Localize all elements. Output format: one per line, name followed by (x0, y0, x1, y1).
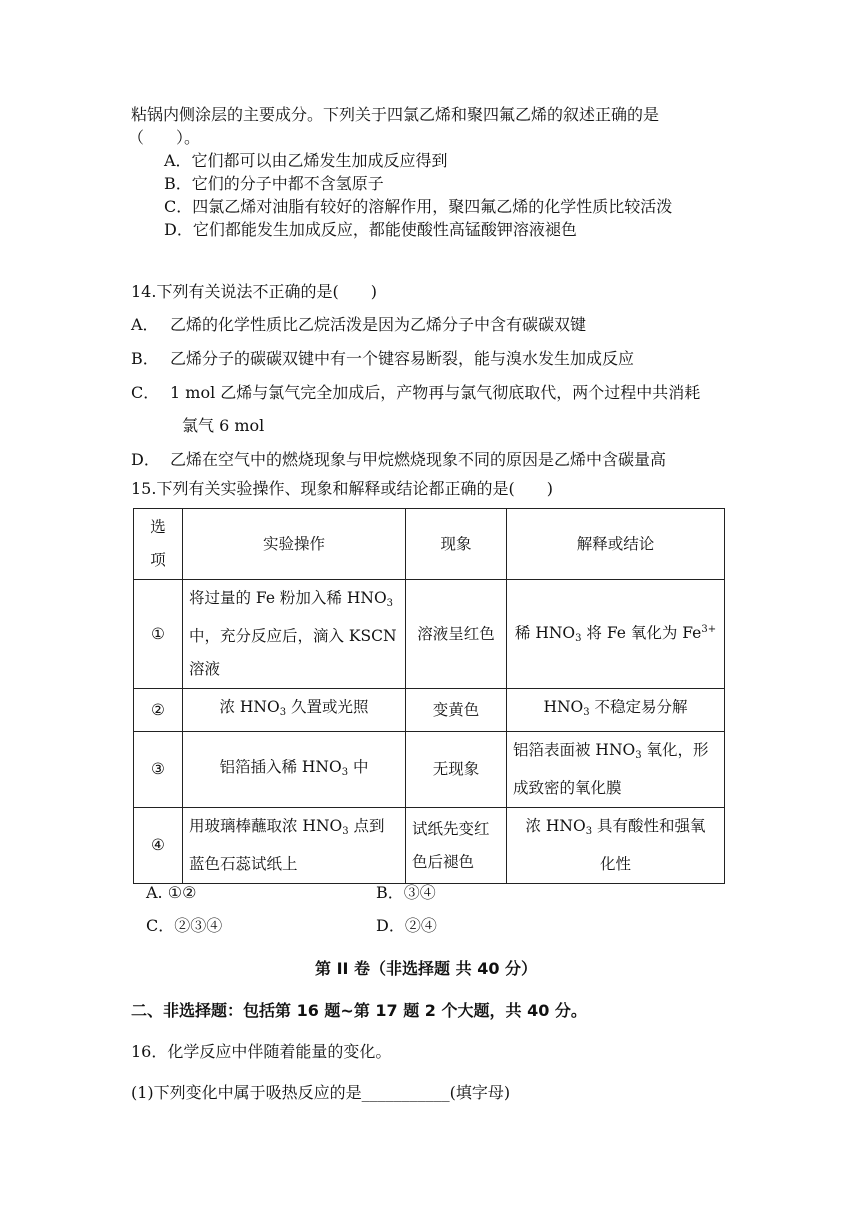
table-row (134, 689, 725, 732)
row-phenomenon: 无现象 (406, 732, 507, 808)
table-row (134, 808, 725, 884)
q14-option-d (131, 449, 666, 471)
conclusion-line: 成致密的氧化膜 (513, 779, 622, 797)
phenomenon-line: 试纸先变红 (412, 819, 490, 838)
part-title: 二、非选择题：包括第 16 题~第 17 题 2 个大题，共 40 分。 (131, 1001, 587, 1020)
q14-c-letter: C． (131, 383, 160, 402)
row-phenomenon: 溶液呈红色 (406, 580, 507, 689)
q14-option-b (131, 348, 634, 370)
q14-b-letter: B． (131, 349, 159, 368)
operation-line: 中，充分反应后，滴入 KSCN (189, 627, 397, 645)
q14-a-letter: A． (131, 315, 159, 334)
q15-answer-b: B．③④ (376, 883, 436, 902)
q14-option-c-continued: 氯气 6 mol (182, 416, 265, 435)
operation-line: 用玻璃棒蘸取浓 $HNO_3$ 点到 (189, 817, 385, 837)
row-operation: 浓 $HNO_3$ 久置或光照 (183, 689, 406, 732)
header-option-line1: 选 (150, 518, 166, 536)
row-number: ③ (134, 732, 183, 808)
phenomenon-line: 色后褪色 (412, 852, 475, 871)
header-phenomenon: 现象 (406, 509, 507, 580)
q16-sub1: (1)下列变化中属于吸热反应的是___________(填字母) (131, 1083, 511, 1102)
q14-d-text: 乙烯在空气中的燃烧现象与甲烷燃烧现象不同的原因是乙烯中含碳量高 (170, 450, 667, 469)
table-row (134, 732, 725, 808)
q16-stem: 16．化学反应中伴随着能量的变化。 (131, 1042, 392, 1061)
row-phenomenon (406, 808, 507, 884)
row-conclusion (507, 732, 725, 808)
conclusion-line: 化性 (599, 855, 631, 873)
q14-b-text: 乙烯分子的碳碳双键中有一个键容易断裂，能与溴水发生加成反应 (170, 349, 635, 368)
q14-option-a (131, 314, 586, 336)
row-operation: 铝箔插入稀 $HNO_3$ 中 (183, 732, 406, 808)
q13-option-a: A．它们都可以由乙烯发生加成反应得到 (164, 151, 448, 170)
row-number: ④ (134, 808, 183, 884)
table-header-row (134, 509, 725, 580)
operation-line: 将过量的 Fe 粉加入稀 $HNO_3$ (189, 589, 394, 609)
header-conclusion: 解释或结论 (507, 509, 725, 580)
q14-a-text: 乙烯的化学性质比乙烷活泼是因为乙烯分子中含有碳碳双键 (170, 315, 587, 334)
header-option-line2: 项 (150, 551, 166, 569)
row-conclusion: $HNO_3$ 不稳定易分解 (507, 689, 725, 732)
conclusion-line: 铝箔表面被 $HNO_3$ 氧化，形 (513, 741, 709, 761)
q15-answer-a: A. ①② (146, 883, 197, 902)
conclusion-line: 浓 $HNO_3$ 具有酸性和强氧 (525, 817, 706, 837)
q13-paren: （ ）。 (128, 128, 201, 147)
row-conclusion: 稀 $HNO_3$ 将 Fe 氧化为 $Fe^{3+}$ (507, 580, 725, 689)
table-row (134, 580, 725, 689)
q15-answer-d: D．②④ (376, 916, 437, 935)
q15-stem: 15.下列有关实验操作、现象和解释或结论都正确的是( ) (131, 479, 553, 498)
row-operation (183, 808, 406, 884)
q14-c-text: 1 mol 乙烯与氯气完全加成后，产物再与氯气彻底取代，两个过程中共消耗 (170, 383, 701, 402)
row-phenomenon: 变黄色 (406, 689, 507, 732)
q15-answer-c: C．②③④ (146, 916, 223, 935)
header-option (134, 509, 183, 580)
q13-intro: 粘锅内侧涂层的主要成分。下列关于四氯乙烯和聚四氟乙烯的叙述正确的是 (131, 105, 660, 124)
volume-title: 第 II 卷（非选择题 共 40 分） (315, 959, 538, 978)
q14-option-c (131, 382, 700, 404)
row-number: ① (134, 580, 183, 689)
q13-option-d: D．它们都能发生加成反应，都能使酸性高锰酸钾溶液褪色 (164, 220, 577, 239)
q13-option-b: B．它们的分子中都不含氢原子 (164, 174, 384, 193)
row-conclusion (507, 808, 725, 884)
q14-d-letter: D． (131, 450, 160, 469)
q13-option-c: C．四氯乙烯对油脂有较好的溶解作用，聚四氟乙烯的化学性质比较活泼 (164, 197, 673, 216)
row-number: ② (134, 689, 183, 732)
operation-line: 蓝色石蕊试纸上 (189, 855, 298, 873)
header-operation: 实验操作 (183, 509, 406, 580)
q15-table (133, 508, 725, 884)
row-operation (183, 580, 406, 689)
operation-line: 溶液 (189, 660, 221, 678)
q14-stem: 14.下列有关说法不正确的是( ) (131, 282, 377, 301)
